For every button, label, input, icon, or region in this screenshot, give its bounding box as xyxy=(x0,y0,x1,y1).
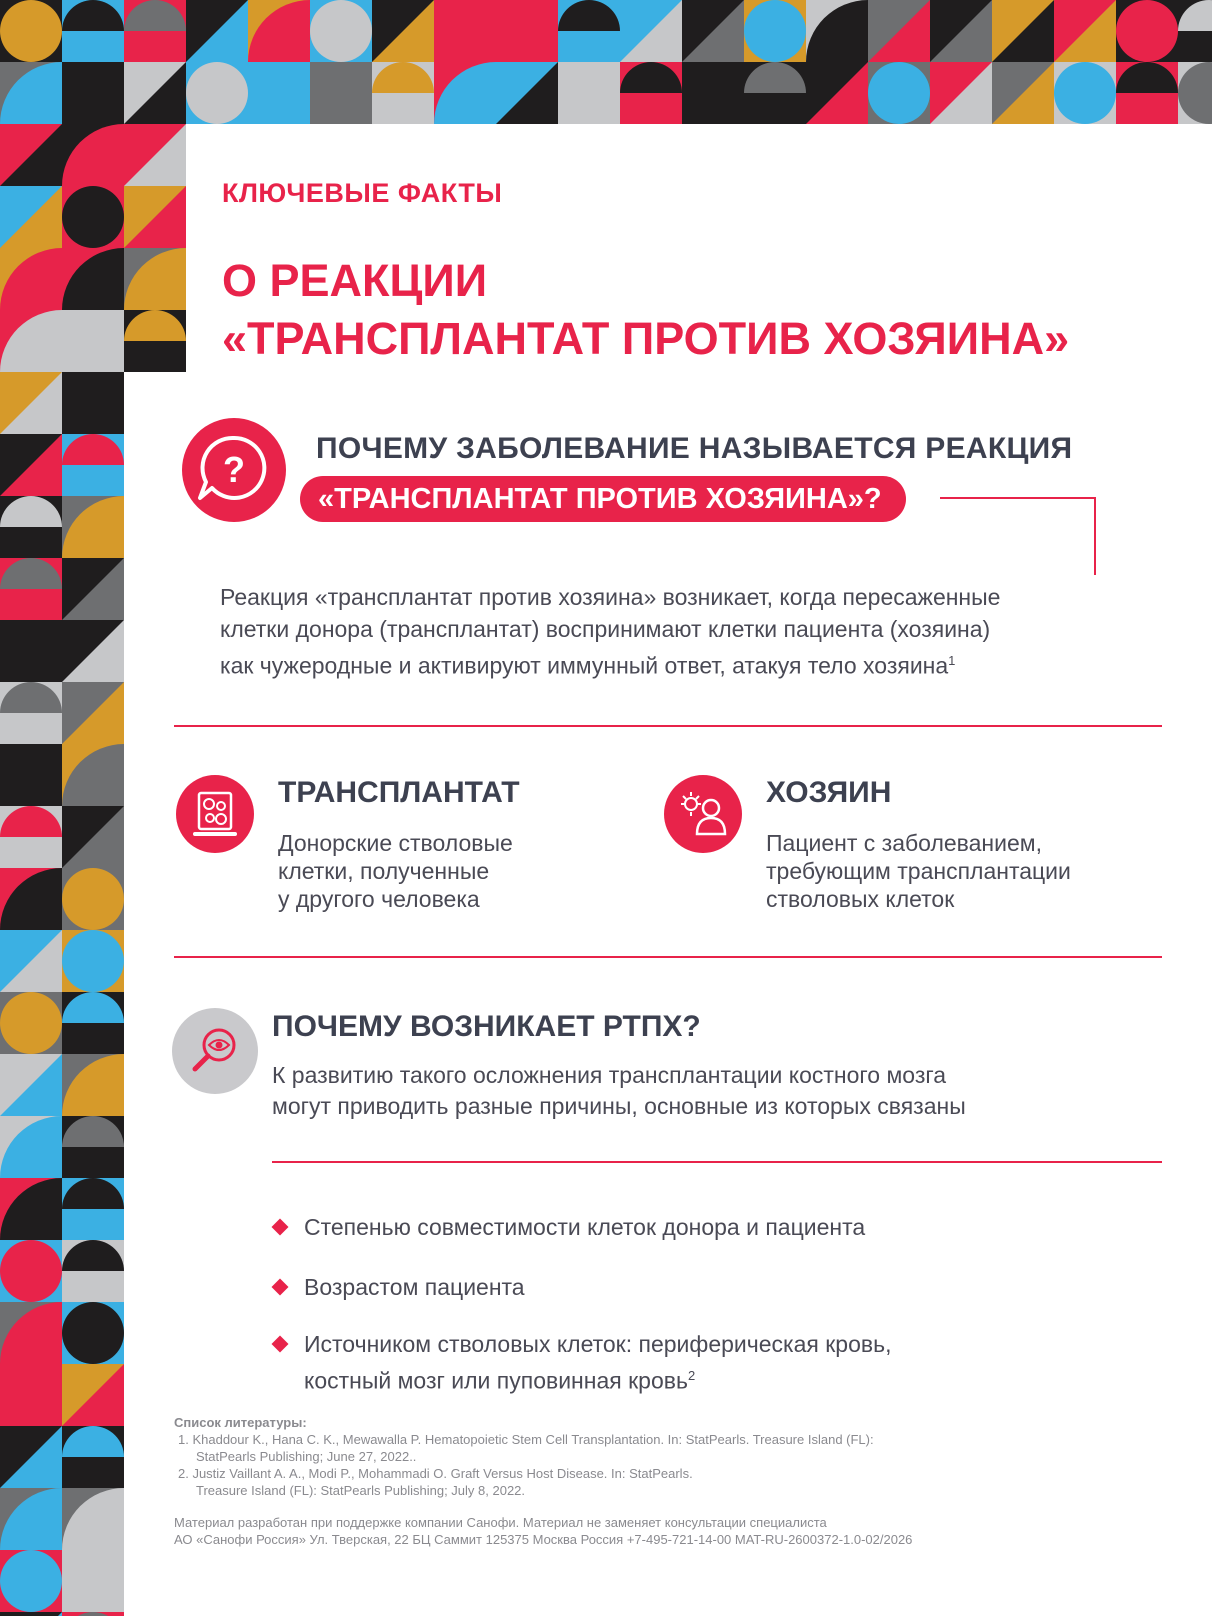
pattern-shape xyxy=(0,992,62,1054)
title-line-1: О РЕАКЦИИ xyxy=(222,255,488,306)
graft-line-3: у другого человека xyxy=(278,886,480,912)
graft-heading: ТРАНСПЛАНТАТ xyxy=(278,776,520,809)
pattern-shape xyxy=(310,62,372,124)
reference-item: 2. Justiz Vaillant A. A., Modi P., Mohammadi O. Graft Versus Host Disease. In: StatPearls. Treasure Island (FL): StatPearls Publishing; July 8, 2022. xyxy=(178,1466,693,1498)
pattern-shape xyxy=(62,372,124,434)
causes-icon-circle xyxy=(172,1008,258,1094)
graft-description xyxy=(278,829,513,913)
pattern-shape xyxy=(0,1612,62,1616)
pattern-shape xyxy=(1054,62,1116,124)
pattern-shape xyxy=(62,930,124,992)
question-icon-wrapper xyxy=(170,416,290,526)
answer-line-2: клетки донора (трансплантат) воспринимают клетки пациента (хозяина) xyxy=(220,616,991,642)
footer-line-2: АО «Санофи Россия» Ул. Тверская, 22 БЦ Саммит 125375 Москва Россия +7-495-721-14-00 MAT-RU-2600372-1.0-02/2026 xyxy=(174,1532,913,1547)
footer-disclaimer xyxy=(174,1514,912,1548)
pattern-shape xyxy=(1116,0,1178,62)
title-line-2: «ТРАНСПЛАНТАТ ПРОТИВ ХОЗЯИНА» xyxy=(222,313,1070,364)
pattern-shape xyxy=(62,1302,124,1364)
host-heading: ХОЗЯИН xyxy=(766,776,892,809)
question-bubble-icon xyxy=(170,416,290,526)
question-heading-pill: «ТРАНСПЛАНТАТ ПРОТИВ ХОЗЯИНА»? xyxy=(300,476,906,522)
pattern-shape xyxy=(558,62,620,124)
reference-item: 1. Khaddour K., Hana C. K., Mewawalla P. Hematopoietic Stem Cell Transplantation. In: StatPearls. Treasure Island (FL): StatPearls Publishing; June 27, 2022.. xyxy=(178,1432,874,1464)
pattern-shape xyxy=(0,0,62,62)
causes-intro-line-2: могут приводить разные причины, основные из которых связаны xyxy=(272,1093,966,1119)
pattern-shape xyxy=(310,0,372,62)
footer-line-1: Материал разработан при поддержке компании Санофи. Материал не заменяет консультации специалиста xyxy=(174,1515,827,1530)
kicker-label: КЛЮЧЕВЫЕ ФАКТЫ xyxy=(222,178,503,208)
causes-intro xyxy=(272,1060,966,1122)
pattern-shape xyxy=(62,868,124,930)
bullet-diamond-icon xyxy=(272,1279,289,1296)
host-line-2: требующим трансплантации xyxy=(766,858,1071,884)
pattern-shape xyxy=(496,0,558,62)
magnifier-eye-icon xyxy=(185,1021,245,1081)
host-line-3: стволовых клеток xyxy=(766,886,955,912)
connector-line xyxy=(940,497,1096,499)
question-answer xyxy=(220,581,1120,682)
answer-line-1: Реакция «трансплантат против хозяина» возникает, когда пересаженные xyxy=(220,584,1001,610)
list-item: Степенью совместимости клеток донора и пациента xyxy=(270,1211,865,1243)
divider-2 xyxy=(174,956,1162,958)
list-item: Источником стволовых клеток: периферическая кровь, костный мозг или пуповинная кровь$^2$ xyxy=(270,1328,891,1397)
pattern-shape xyxy=(744,0,806,62)
references xyxy=(174,1414,874,1499)
answer-reference: 1 xyxy=(948,653,956,668)
pattern-shape xyxy=(0,744,62,806)
pattern-shape xyxy=(682,62,744,124)
question-heading-line1: ПОЧЕМУ ЗАБОЛЕВАНИЕ НАЗЫВАЕТСЯ РЕАКЦИЯ xyxy=(316,432,1073,465)
svg-text:?: ? xyxy=(223,449,245,490)
causes-heading: ПОЧЕМУ ВОЗНИКАЕТ РТПХ? xyxy=(272,1010,701,1043)
pattern-shape xyxy=(62,186,124,248)
pattern-shape xyxy=(186,62,248,124)
host-line-1: Пациент с заболеванием, xyxy=(766,830,1042,856)
person-virus-icon xyxy=(675,786,731,842)
pattern-shape xyxy=(62,1550,124,1612)
bullet-diamond-icon xyxy=(272,1219,289,1236)
pattern-shape xyxy=(62,310,124,372)
graft-icon-circle xyxy=(176,775,254,853)
host-icon-circle xyxy=(664,775,742,853)
page-title xyxy=(222,252,1069,368)
answer-line-3: как чужеродные и активируют иммунный ответ, атакуя тело хозяина$^1$ xyxy=(220,652,956,679)
pattern-shape xyxy=(0,1364,62,1426)
pattern-shape xyxy=(868,62,930,124)
graft-line-2: клетки, полученные xyxy=(278,858,490,884)
bullet-diamond-icon xyxy=(272,1336,289,1353)
causes-intro-line-1: К развитию такого осложнения трансплантации костного мозга xyxy=(272,1062,947,1088)
pattern-shape xyxy=(0,1240,62,1302)
pattern-shape xyxy=(434,0,496,62)
cell-dish-icon xyxy=(189,788,241,840)
divider-1 xyxy=(174,725,1162,727)
host-description xyxy=(766,829,1071,913)
graft-line-1: Донорские стволовые xyxy=(278,830,513,856)
pattern-shape xyxy=(248,62,310,124)
pattern-shape xyxy=(62,62,124,124)
references-title: Список литературы: xyxy=(174,1415,307,1430)
divider-3 xyxy=(272,1161,1162,1163)
connector-line-vertical xyxy=(1094,497,1096,575)
pattern-shape xyxy=(0,1550,62,1612)
pattern-shape xyxy=(0,620,62,682)
list-item: Возрастом пациента xyxy=(270,1271,525,1303)
bullet-reference: 2 xyxy=(687,1368,696,1383)
